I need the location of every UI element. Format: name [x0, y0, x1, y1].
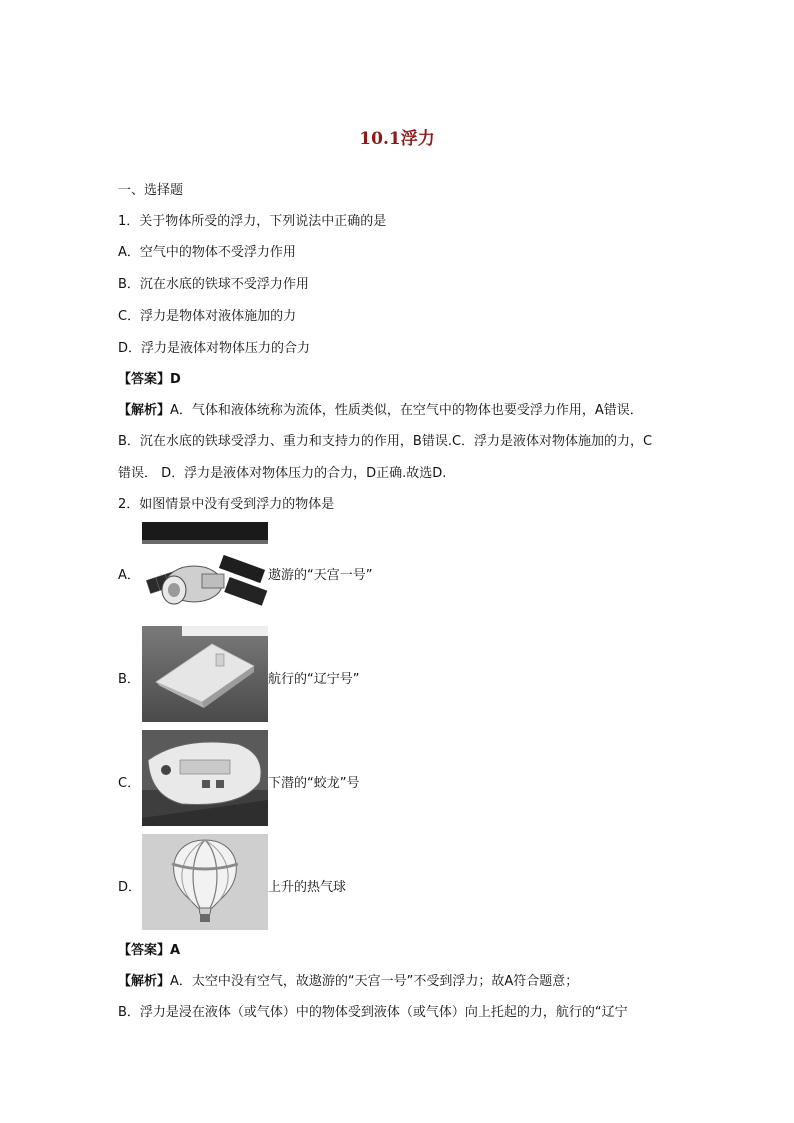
- q2-answer-text: 【答案】A: [118, 943, 181, 958]
- q2-analysis-line-2: B．浮力是浸在液体（或气体）中的物体受到液体（或气体）向上托起的力，航行的“辽宁: [118, 1005, 628, 1020]
- page-title: 10.1浮力: [359, 129, 435, 149]
- q1-analysis-line-3: 错误． D．浮力是液体对物体压力的合力，D正确.故选D.: [118, 466, 447, 481]
- hot-air-balloon-image: [142, 834, 268, 930]
- section-heading: 一、选择题: [118, 183, 184, 198]
- q1-analysis-text-1: A．气体和液体统称为流体，性质类似，在空气中的物体也要受浮力作用，A错误．: [170, 403, 643, 418]
- q2-option-d: [118, 834, 518, 930]
- q2-option-a-caption: 遨游的“天宫一号”: [268, 568, 373, 583]
- q1-option-c: C．浮力是物体对液体施加的力: [118, 309, 297, 324]
- q2-option-d-letter: D．: [118, 880, 142, 895]
- q2-option-c-caption: 下潜的“蛟龙”号: [268, 776, 360, 791]
- q1-option-a: A．空气中的物体不受浮力作用: [118, 245, 296, 260]
- aircraft-carrier-image: [142, 626, 268, 722]
- q2-analysis-text-1: A．太空中没有空气，故遨游的“天宫一号”不受到浮力；故A符合题意；: [170, 974, 579, 989]
- q2-answer: [118, 942, 678, 960]
- q2-option-a: [118, 522, 518, 618]
- q2-option-b-letter: B．: [118, 672, 140, 687]
- q1-analysis-line-2: B．沉在水底的铁球受浮力、重力和支持力的作用，B错误.C．浮力是液体对物体施加的力，C: [118, 434, 653, 449]
- q2-option-a-letter: A．: [118, 568, 140, 583]
- q1-option-b: B．沉在水底的铁球不受浮力作用: [118, 277, 309, 292]
- q2-option-b: [118, 626, 518, 722]
- q2-option-d-caption: 上升的热气球: [268, 880, 347, 895]
- q1-stem: 1．关于物体所受的浮力，下列说法中正确的是: [118, 214, 387, 229]
- q2-option-b-caption: 航行的“辽宁号”: [268, 672, 360, 687]
- q2-stem: 2．如图情景中没有受到浮力的物体是: [118, 497, 335, 512]
- q1-analysis-label: 【解析】: [118, 403, 171, 418]
- q2-option-c-letter: C．: [118, 776, 141, 791]
- space-station-image: [142, 522, 268, 618]
- q1-answer-text: 【答案】D: [118, 372, 181, 387]
- q1-analysis-line-1: [118, 402, 678, 420]
- q1-option-d: D．浮力是液体对物体压力的合力: [118, 341, 311, 356]
- q2-option-c: [118, 730, 518, 826]
- q2-analysis-label: 【解析】: [118, 974, 171, 989]
- q2-analysis-line-1: [118, 973, 678, 991]
- q1-answer: [118, 371, 678, 389]
- submersible-image: [142, 730, 268, 826]
